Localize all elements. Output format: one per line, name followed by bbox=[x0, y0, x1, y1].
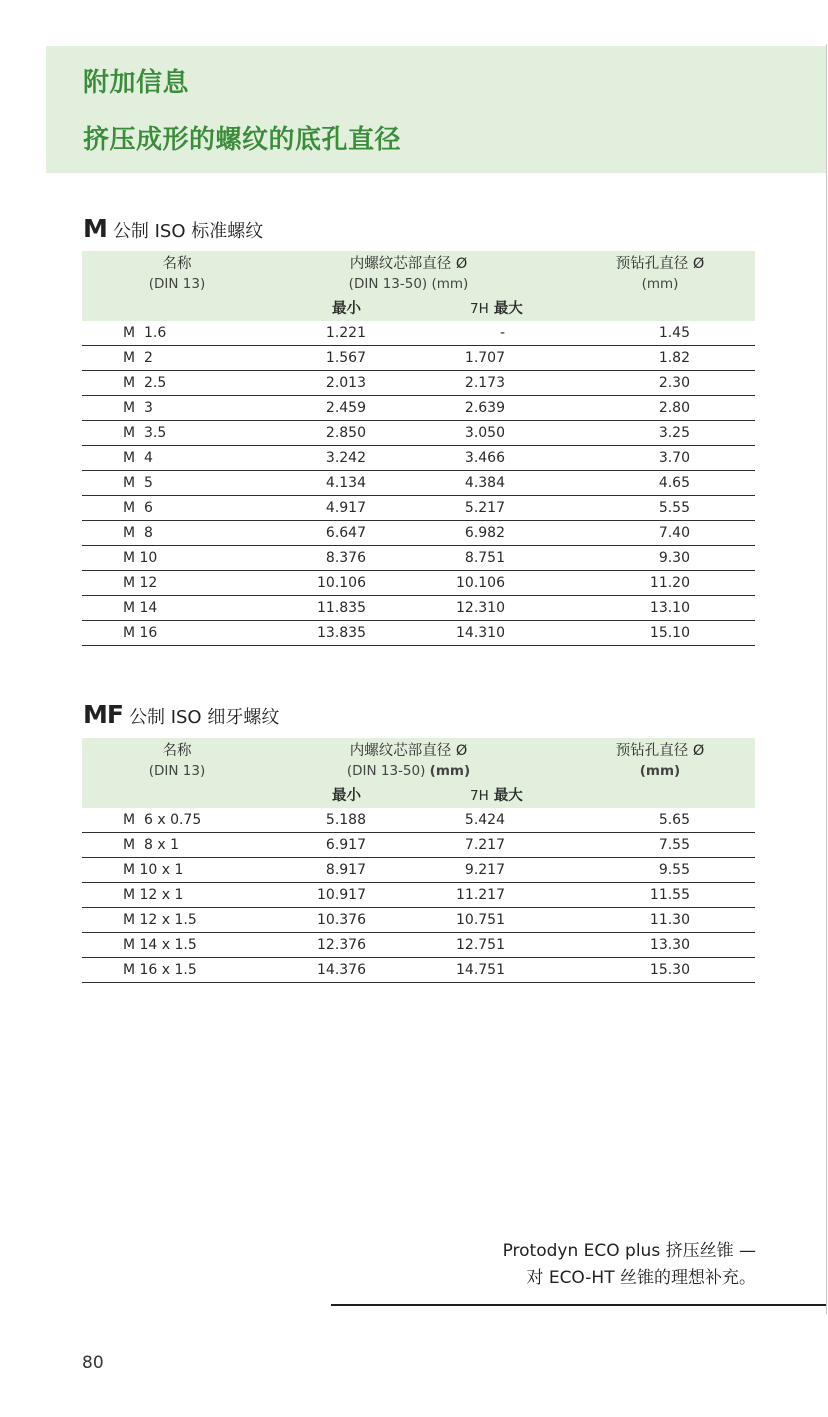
cell-max-diameter: 9.217 bbox=[430, 858, 575, 883]
header-band bbox=[46, 46, 826, 173]
table-row bbox=[82, 908, 755, 933]
header-max: 7H 最大 bbox=[470, 301, 523, 317]
cell-min-diameter: 10.106 bbox=[272, 571, 430, 596]
cell-min-diameter: 5.188 bbox=[272, 808, 430, 833]
section-code: MF bbox=[83, 700, 123, 729]
header-min: 最小 bbox=[332, 301, 361, 317]
cell-drill-diameter: 13.30 bbox=[575, 933, 755, 958]
cell-drill-diameter: 2.80 bbox=[575, 396, 755, 421]
product-tagline bbox=[503, 1238, 756, 1292]
cell-drill-diameter: 5.65 bbox=[575, 808, 755, 833]
cell-drill-diameter: 13.10 bbox=[575, 596, 755, 621]
table-row bbox=[82, 833, 755, 858]
cell-drill-diameter: 7.40 bbox=[575, 521, 755, 546]
cell-drill-diameter: 1.82 bbox=[575, 346, 755, 371]
page-edge-line bbox=[826, 44, 827, 1314]
cell-min-diameter: 10.376 bbox=[272, 908, 430, 933]
cell-name: M 16 x 1.5 bbox=[82, 958, 272, 983]
section-code: M bbox=[83, 214, 107, 243]
cell-max-diameter: 14.751 bbox=[430, 958, 575, 983]
cell-max-diameter: 1.707 bbox=[430, 346, 575, 371]
cell-drill-diameter: 9.55 bbox=[575, 858, 755, 883]
cell-min-diameter: 4.917 bbox=[272, 496, 430, 521]
cell-min-diameter: 14.376 bbox=[272, 958, 430, 983]
cell-name: M 8 x 1 bbox=[82, 833, 272, 858]
cell-name: M 12 bbox=[82, 571, 272, 596]
cell-drill-diameter: 2.30 bbox=[575, 371, 755, 396]
cell-max-diameter: 11.217 bbox=[430, 883, 575, 908]
table-row bbox=[82, 933, 755, 958]
cell-min-diameter: 1.221 bbox=[272, 321, 430, 346]
cell-name: M 1.6 bbox=[82, 321, 272, 346]
cell-min-diameter: 1.567 bbox=[272, 346, 430, 371]
cell-name: M 14 x 1.5 bbox=[82, 933, 272, 958]
cell-max-diameter: 10.106 bbox=[430, 571, 575, 596]
cell-min-diameter: 8.376 bbox=[272, 546, 430, 571]
cell-max-diameter: 12.310 bbox=[430, 596, 575, 621]
section-label: 公制 ISO 细牙螺纹 bbox=[128, 707, 280, 728]
cell-min-diameter: 2.459 bbox=[272, 396, 430, 421]
header-name: 名称 (DIN 13) bbox=[148, 743, 206, 779]
cell-min-diameter: 2.013 bbox=[272, 371, 430, 396]
table-metric-standard bbox=[82, 251, 755, 646]
cell-name: M 14 bbox=[82, 596, 272, 621]
cell-name: M 3.5 bbox=[82, 421, 272, 446]
cell-min-diameter: 2.850 bbox=[272, 421, 430, 446]
cell-drill-diameter: 4.65 bbox=[575, 471, 755, 496]
table-row bbox=[82, 421, 755, 446]
cell-max-diameter: 2.173 bbox=[430, 371, 575, 396]
tagline-rule bbox=[331, 1304, 826, 1306]
section-title-mf bbox=[83, 700, 279, 729]
header-core-diameter: 内螺纹芯部直径 Ø (DIN 13-50) (mm) bbox=[346, 743, 471, 779]
cell-drill-diameter: 7.55 bbox=[575, 833, 755, 858]
table-row bbox=[82, 346, 755, 371]
header-drill-diameter: 预钻孔直径 Ø (mm) bbox=[615, 256, 705, 292]
cell-drill-diameter: 1.45 bbox=[575, 321, 755, 346]
cell-max-diameter: 2.639 bbox=[430, 396, 575, 421]
cell-drill-diameter: 11.20 bbox=[575, 571, 755, 596]
table-row bbox=[82, 596, 755, 621]
page-number: 80 bbox=[82, 1353, 104, 1373]
cell-max-diameter: 5.424 bbox=[430, 808, 575, 833]
cell-drill-diameter: 11.30 bbox=[575, 908, 755, 933]
header-kicker: 附加信息 bbox=[83, 68, 190, 98]
cell-name: M 2 bbox=[82, 346, 272, 371]
cell-drill-diameter: 15.10 bbox=[575, 621, 755, 646]
cell-max-diameter: 6.982 bbox=[430, 521, 575, 546]
cell-min-diameter: 3.242 bbox=[272, 446, 430, 471]
table-row bbox=[82, 396, 755, 421]
cell-drill-diameter: 11.55 bbox=[575, 883, 755, 908]
cell-max-diameter: 12.751 bbox=[430, 933, 575, 958]
table-row bbox=[82, 496, 755, 521]
table-header-row bbox=[82, 251, 755, 294]
cell-name: M 8 bbox=[82, 521, 272, 546]
header-min: 最小 bbox=[332, 788, 361, 804]
tagline-line-2: 对 ECO-HT 丝锥的理想补充。 bbox=[526, 1268, 756, 1288]
table-header-row bbox=[82, 738, 755, 781]
cell-min-diameter: 11.835 bbox=[272, 596, 430, 621]
cell-min-diameter: 10.917 bbox=[272, 883, 430, 908]
cell-max-diameter: 5.217 bbox=[430, 496, 575, 521]
cell-name: M 10 bbox=[82, 546, 272, 571]
table-row bbox=[82, 546, 755, 571]
table-row bbox=[82, 571, 755, 596]
table-row bbox=[82, 371, 755, 396]
header-core-diameter: 内螺纹芯部直径 Ø (DIN 13-50) (mm) bbox=[348, 256, 469, 292]
cell-max-diameter: 4.384 bbox=[430, 471, 575, 496]
cell-min-diameter: 12.376 bbox=[272, 933, 430, 958]
table-subheader-row bbox=[82, 781, 755, 808]
table-row bbox=[82, 858, 755, 883]
section-title-m bbox=[83, 214, 263, 243]
cell-max-diameter: 7.217 bbox=[430, 833, 575, 858]
cell-min-diameter: 4.134 bbox=[272, 471, 430, 496]
cell-name: M 6 x 0.75 bbox=[82, 808, 272, 833]
cell-drill-diameter: 9.30 bbox=[575, 546, 755, 571]
cell-min-diameter: 6.647 bbox=[272, 521, 430, 546]
table-row bbox=[82, 321, 755, 346]
cell-drill-diameter: 5.55 bbox=[575, 496, 755, 521]
table-row bbox=[82, 471, 755, 496]
table-row bbox=[82, 446, 755, 471]
cell-max-diameter: 3.050 bbox=[430, 421, 575, 446]
header-max: 7H 最大 bbox=[470, 788, 523, 804]
cell-name: M 12 x 1.5 bbox=[82, 908, 272, 933]
cell-max-diameter: - bbox=[430, 321, 575, 346]
table-row bbox=[82, 883, 755, 908]
page-title: 挤压成形的螺纹的底孔直径 bbox=[83, 125, 402, 155]
cell-drill-diameter: 3.25 bbox=[575, 421, 755, 446]
cell-max-diameter: 8.751 bbox=[430, 546, 575, 571]
header-drill-diameter: 预钻孔直径 Ø (mm) bbox=[615, 743, 705, 779]
cell-drill-diameter: 3.70 bbox=[575, 446, 755, 471]
cell-min-diameter: 6.917 bbox=[272, 833, 430, 858]
section-label: 公制 ISO 标准螺纹 bbox=[112, 221, 264, 242]
cell-max-diameter: 3.466 bbox=[430, 446, 575, 471]
table-row bbox=[82, 808, 755, 833]
cell-name: M 12 x 1 bbox=[82, 883, 272, 908]
cell-max-diameter: 10.751 bbox=[430, 908, 575, 933]
table-row bbox=[82, 621, 755, 646]
table-subheader-row bbox=[82, 294, 755, 321]
cell-name: M 6 bbox=[82, 496, 272, 521]
table-metric-fine bbox=[82, 738, 755, 983]
cell-min-diameter: 13.835 bbox=[272, 621, 430, 646]
cell-name: M 16 bbox=[82, 621, 272, 646]
cell-name: M 10 x 1 bbox=[82, 858, 272, 883]
cell-max-diameter: 14.310 bbox=[430, 621, 575, 646]
cell-name: M 5 bbox=[82, 471, 272, 496]
table-row bbox=[82, 958, 755, 983]
cell-name: M 4 bbox=[82, 446, 272, 471]
cell-drill-diameter: 15.30 bbox=[575, 958, 755, 983]
cell-min-diameter: 8.917 bbox=[272, 858, 430, 883]
cell-name: M 3 bbox=[82, 396, 272, 421]
header-name: 名称 (DIN 13) bbox=[148, 256, 206, 292]
cell-name: M 2.5 bbox=[82, 371, 272, 396]
tagline-line-1: Protodyn ECO plus 挤压丝锥 — bbox=[502, 1241, 756, 1261]
table-row bbox=[82, 521, 755, 546]
